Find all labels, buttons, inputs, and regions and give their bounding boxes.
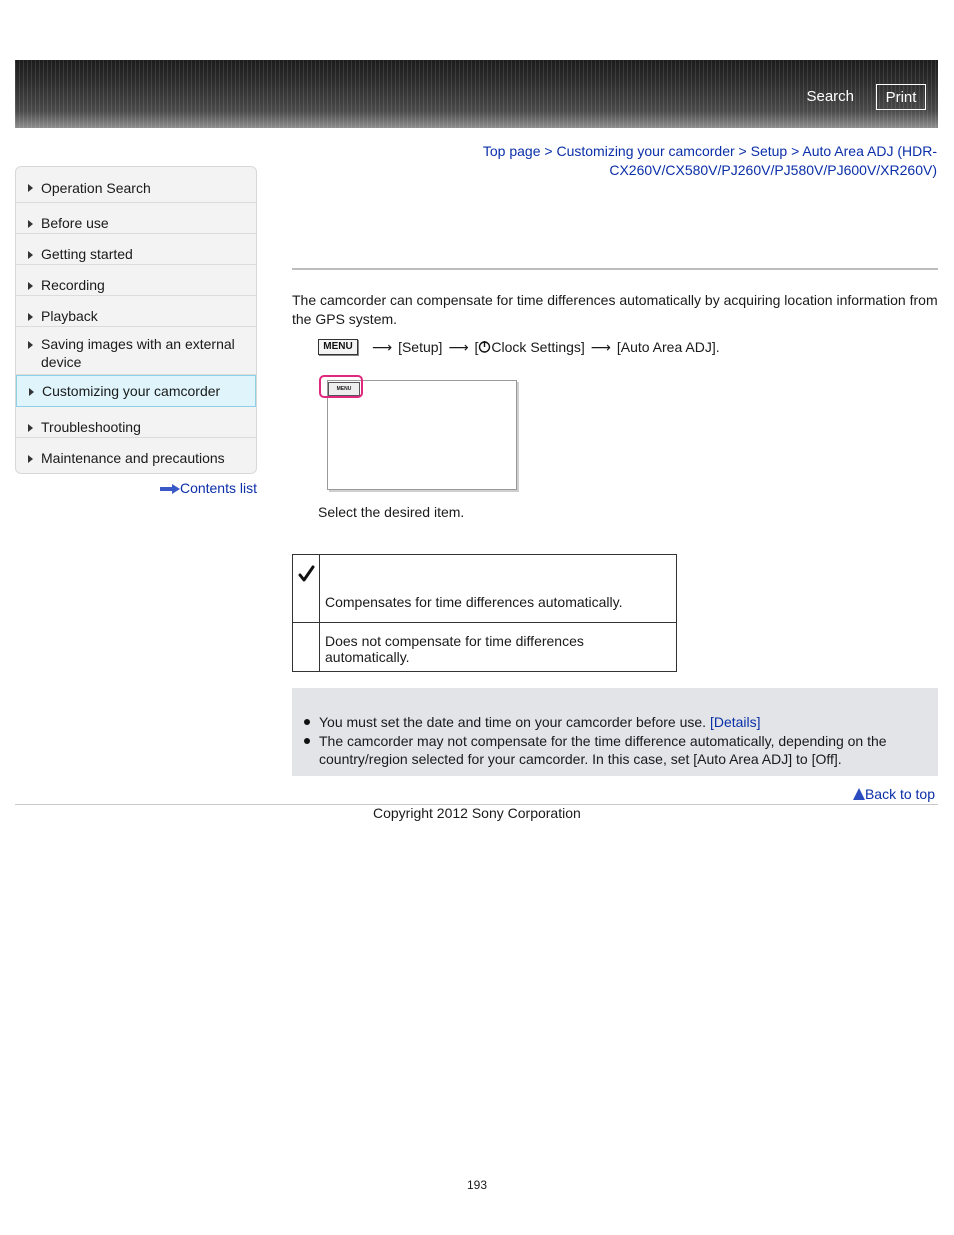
triangle-right-icon xyxy=(29,388,34,396)
search-link[interactable]: Search xyxy=(806,88,854,105)
menu-path xyxy=(318,337,720,357)
sidebar-item-label: Maintenance and precautions xyxy=(41,450,225,466)
contents-list-link[interactable] xyxy=(156,480,257,496)
arrow-right-icon: ⟶ xyxy=(448,339,469,355)
breadcrumb-separator: > xyxy=(540,143,557,159)
sidebar-item-troubleshooting[interactable] xyxy=(16,407,256,438)
breadcrumb-setup[interactable]: Setup xyxy=(750,143,788,159)
triangle-right-icon xyxy=(28,220,33,228)
triangle-right-icon xyxy=(28,424,33,432)
breadcrumb-current[interactable]: Auto Area ADJ (HDR- xyxy=(802,143,937,159)
arrow-right-icon: ⟶ xyxy=(372,339,393,355)
menu-button-icon: MENU xyxy=(318,339,358,355)
page-number: 193 xyxy=(466,1178,488,1192)
clock-power-icon xyxy=(478,340,491,353)
breadcrumb-top-page[interactable]: Top page xyxy=(482,143,541,159)
intro-text: The camcorder can compensate for time differences automatically by acquiring location information from the GPS system. xyxy=(292,292,938,327)
arrow-right-icon xyxy=(160,484,180,494)
notes-box xyxy=(292,688,938,776)
triangle-up-icon xyxy=(853,788,865,800)
triangle-right-icon xyxy=(28,184,33,192)
triangle-right-icon xyxy=(28,341,33,349)
table-row xyxy=(293,555,677,623)
sidebar-item-label: Playback xyxy=(41,308,98,324)
screen-menu-button: MENU xyxy=(328,382,360,396)
sidebar-item-getting-started[interactable] xyxy=(16,234,256,265)
breadcrumb xyxy=(470,142,937,180)
sidebar-item-recording[interactable] xyxy=(16,265,256,296)
sidebar-item-operation-search[interactable] xyxy=(16,167,256,203)
sidebar-item-label: Operation Search xyxy=(41,180,151,196)
breadcrumb-current-cont[interactable]: CX260V/CX580V/PJ260V/PJ580V/PJ600V/XR260V) xyxy=(609,162,937,178)
sidebar-item-label: Recording xyxy=(41,277,105,293)
note-text: The camcorder may not compensate for the time difference automatically, depending on the country/region selected for your camcorder. In this case, set [Auto Area ADJ] to [Off]. xyxy=(319,733,887,767)
triangle-right-icon xyxy=(28,251,33,259)
options-table xyxy=(292,554,677,672)
arrow-right-icon: ⟶ xyxy=(590,339,611,355)
back-to-top-label: Back to top xyxy=(864,786,935,802)
breadcrumb-customizing[interactable]: Customizing your camcorder xyxy=(556,143,735,159)
bullet-icon xyxy=(304,719,310,725)
sidebar-item-label: Getting started xyxy=(41,246,133,262)
highlight-frame xyxy=(319,375,363,398)
note-item xyxy=(319,732,919,768)
breadcrumb-separator: > xyxy=(734,143,751,159)
option-icon-cell xyxy=(293,555,320,623)
sidebar-item-playback[interactable] xyxy=(16,296,256,327)
back-to-top-link[interactable] xyxy=(849,786,935,802)
checkmark-icon xyxy=(293,555,319,585)
sidebar-item-label: Before use xyxy=(41,215,109,231)
header-bar xyxy=(15,60,938,128)
note-text: You must set the date and time on your camcorder before use. xyxy=(319,714,710,730)
sidebar-item-before-use[interactable] xyxy=(16,203,256,234)
bullet-icon xyxy=(304,738,310,744)
sidebar-item-label: Saving images with an external device xyxy=(41,336,235,370)
sidebar-item-customizing[interactable] xyxy=(16,375,256,407)
path-step-auto-area-adj: [Auto Area ADJ]. xyxy=(616,339,720,355)
sidebar-nav xyxy=(15,166,257,474)
sidebar-item-label: Troubleshooting xyxy=(41,419,141,435)
sidebar-item-maintenance[interactable] xyxy=(16,438,256,469)
option-icon-cell xyxy=(293,623,320,672)
option-description: Does not compensate for time differences automatically. xyxy=(320,623,677,672)
option-description: Compensates for time differences automatically. xyxy=(320,555,677,623)
note-item xyxy=(319,713,919,731)
copyright-text: Copyright 2012 Sony Corporation xyxy=(373,805,581,821)
print-button[interactable]: Print xyxy=(876,84,926,110)
contents-list-label: Contents list xyxy=(179,480,257,496)
path-step-clock-settings: [ Clock Settings] xyxy=(474,339,585,355)
triangle-right-icon xyxy=(28,455,33,463)
triangle-right-icon xyxy=(28,282,33,290)
triangle-right-icon xyxy=(28,313,33,321)
instruction-text: Select the desired item. xyxy=(318,504,465,520)
title-divider xyxy=(292,268,938,270)
breadcrumb-separator: > xyxy=(787,143,803,159)
sidebar-item-saving-images[interactable] xyxy=(16,327,256,375)
path-step-setup: [Setup] xyxy=(398,339,443,355)
table-row xyxy=(293,623,677,672)
details-link[interactable]: [Details] xyxy=(709,714,761,730)
sidebar-item-label: Customizing your camcorder xyxy=(42,383,221,399)
